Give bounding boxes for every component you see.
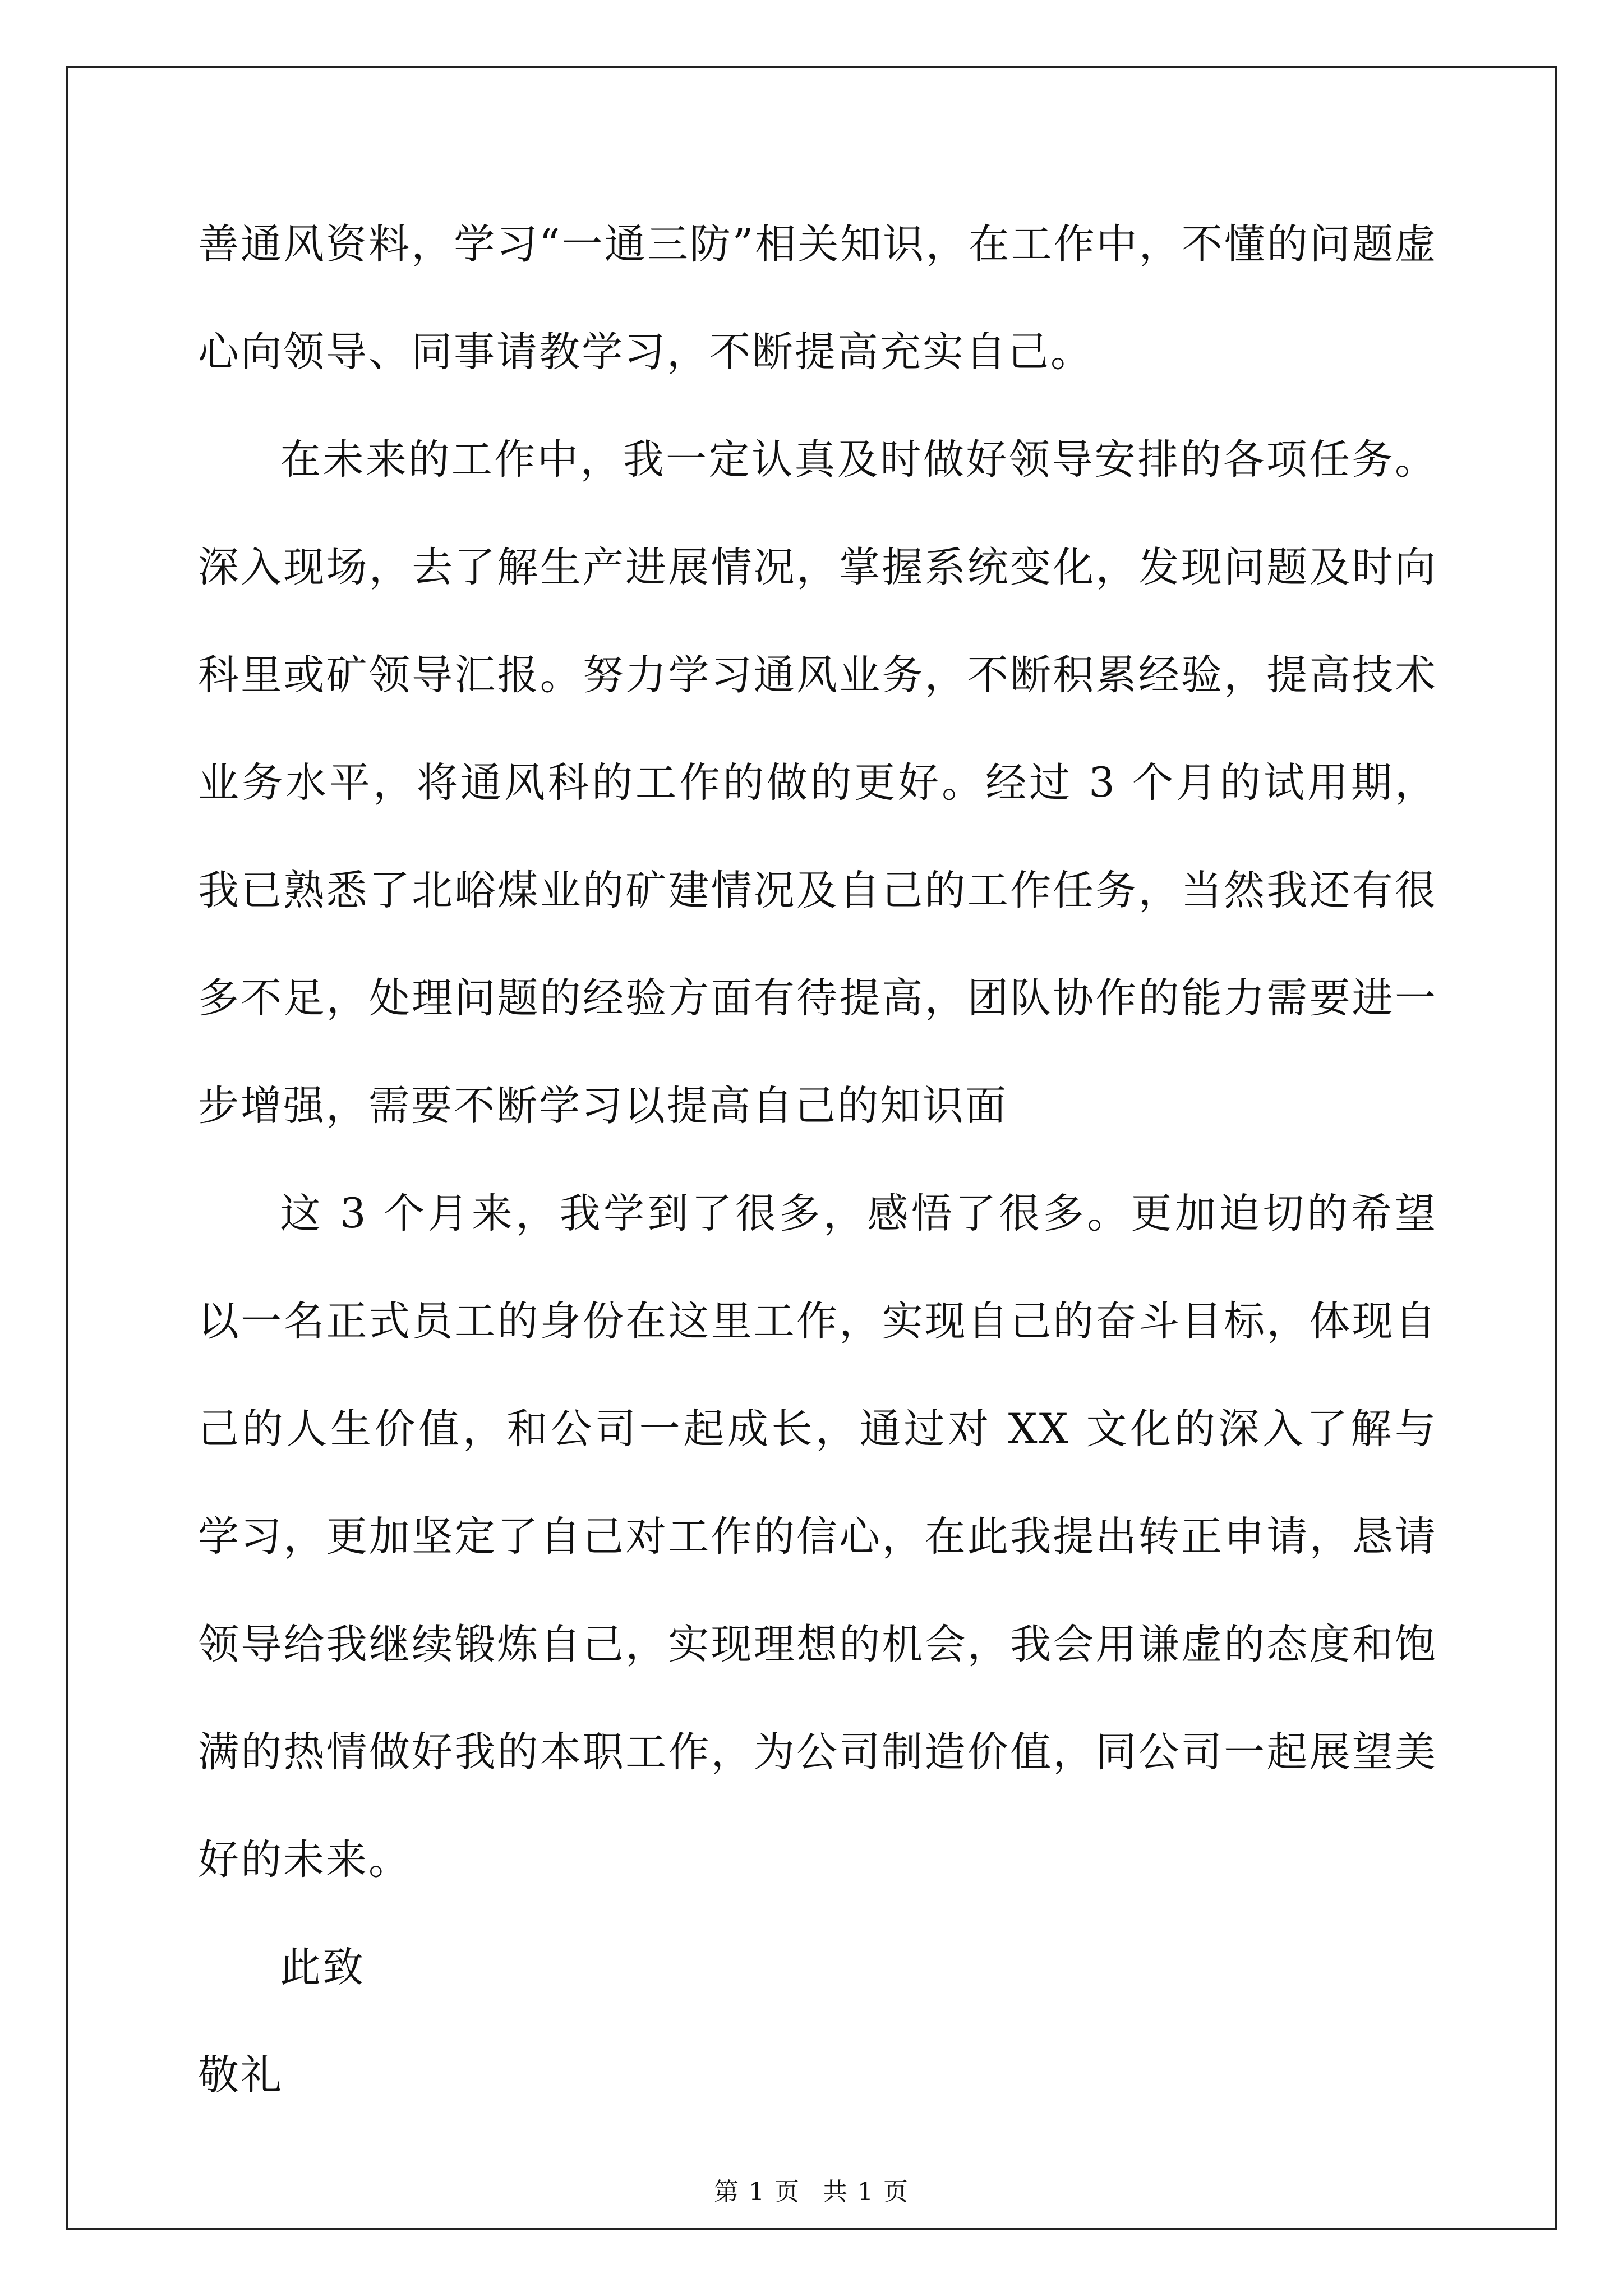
page-footer xyxy=(0,2175,1623,2209)
paragraph-future-work: 在未来的工作中，我一定认真及时做好领导安排的各项任务。深入现场，去了解生产进展情况，掌握系统变化，发现问题及时向科里或矿领导汇报。努力学习通风业务，不断积累经验，提高技术业务水平，将通风科的工作的做的更好。经过 3 个月的试用期，我已熟悉了北峪煤业的矿建情况及自己的工作任务，当然我还有很多不足，处理问题的经验方面有待提高，团队协作的能力需要进一步增强，需要不断学习以提高自己的知识面 xyxy=(198,436,1437,1130)
paragraph-application: 这 3 个月来，我学到了很多，感悟了很多。更加迫切的希望以一名正式员工的身份在这里工作，实现自己的奋斗目标，体现自己的人生价值，和公司一起成长，通过对 XX 文化的深入了解与学习，更加坚定了自己对工作的信心，在此我提出转正申请，恳请领导给我继续锻炼自己，实现理想的机会，我会用谦虚的态度和饱满的热情做好我的本职工作，为公司制造价值，同公司一起展望美好的未来。 xyxy=(198,1190,1437,1884)
paragraph-continuation: 善通风资料，学习“一通三防”相关知识，在工作中，不懂的问题虚心向领导、同事请教学习，不断提高充实自己。 xyxy=(198,220,1437,376)
page-total: 共 1 页 xyxy=(823,2178,909,2206)
closing-regards: 敬礼 xyxy=(198,2051,283,2099)
page-number: 第 1 页 xyxy=(714,2178,800,2206)
closing-salutation: 此致 xyxy=(280,1944,365,1991)
letter-body xyxy=(198,191,1437,2129)
